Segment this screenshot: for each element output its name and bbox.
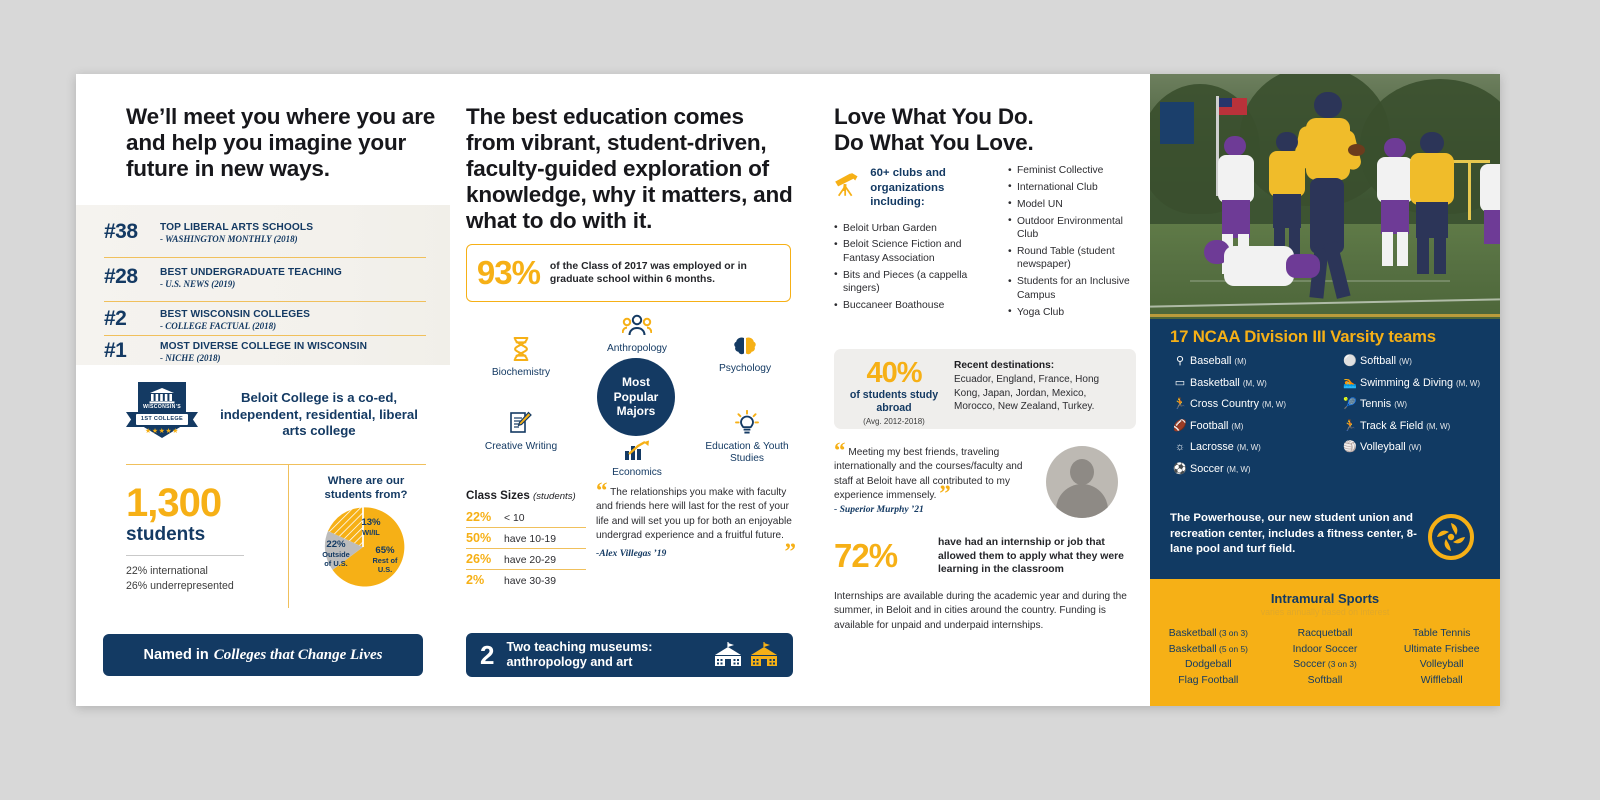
student-quote-life [834, 438, 1024, 515]
club-item: • Beloit Urban Garden [834, 222, 994, 235]
club-item: • Bits and Pieces (a cappella singers) [834, 269, 994, 296]
people-icon [622, 314, 652, 338]
flag-icon [1219, 98, 1247, 115]
student-count-label: students [126, 524, 206, 545]
major-economics [587, 440, 687, 479]
intramural-item: Wiffleball [1420, 674, 1463, 686]
museum-gold-icon [749, 642, 779, 668]
major-label: Anthropology [606, 343, 668, 354]
rank-title: MOST DIVERSE COLLEGE IN WISCONSIN [160, 341, 368, 352]
quote-body: “ Meeting my best friends, traveling internationally and the courses/faculty and staff at Beloit have all contributed to my experience immensely. ” [834, 438, 1023, 507]
students-note-international: 22% international [126, 565, 208, 577]
study-abroad-stat [834, 358, 954, 429]
class-sizes-table [466, 489, 586, 590]
study-abroad-percent: 40% [866, 357, 922, 389]
sport-name: Track & Field [1360, 419, 1424, 432]
clubs-lead-text: 60+ clubs and organizations including: [870, 167, 946, 208]
swimmer-icon: 🏊 [1343, 376, 1357, 389]
origin-pie-chart [306, 474, 426, 574]
sport-name: Cross Country [1190, 398, 1259, 410]
intramural-subtitle: varies annually based on interest [1260, 607, 1390, 617]
col3-headline [834, 104, 1144, 156]
stats-top-divider [126, 464, 426, 465]
clubs-list-left [834, 222, 994, 313]
intramural-item: Table Tennis [1412, 628, 1471, 639]
intramural-item: Ultimate Frisbee [1403, 643, 1480, 655]
badge-top-text: WISCONSIN'S [143, 404, 181, 410]
internship-stat [834, 536, 1144, 577]
class-size-percent: 22% [466, 510, 492, 524]
ranking-row-2 [104, 266, 424, 290]
club-item: • Yoga Club [1008, 306, 1142, 319]
internships-body-text: Internships are available during the academic year and during the summer, in Beloit and in cities around the country. Funding is available for unpaid and underpaid internships. [834, 591, 1127, 631]
intramural-column-1 [1150, 626, 1267, 688]
pie-slice-label-wiil: 13% WI/IL [348, 518, 394, 537]
varsity-sports-left [1170, 355, 1328, 484]
class-size-label: have 20-29 [504, 555, 556, 566]
club-item: • International Club [1008, 181, 1142, 194]
avatar-head [1070, 459, 1094, 485]
class-size-label: < 10 [504, 513, 525, 524]
clubs-list-right [1008, 162, 1142, 323]
internship-description: have had an internship or job that allowed them to apply what they were learning in the classroom [938, 537, 1124, 576]
close-quote-icon: ” [784, 538, 796, 564]
pie-chart-title: Where are our students from? [324, 475, 408, 501]
majors-center-line3: Majors [616, 404, 656, 419]
club-item: • Beloit Science Fiction and Fantasy Association [834, 238, 994, 265]
sport-row [1340, 377, 1490, 390]
colleges-that-change-lives-banner[interactable] [103, 634, 423, 676]
sport-name: Soccer [1190, 462, 1224, 475]
powerhouse-logo-icon [1428, 514, 1474, 560]
sport-name: Tennis [1360, 398, 1392, 410]
bar-chart-arrow-icon [624, 440, 650, 462]
ranking-row-1 [104, 221, 424, 245]
sport-gender: (M, W) [1242, 378, 1267, 388]
rankings-panel [76, 205, 450, 365]
sport-name: Volleyball [1360, 441, 1406, 453]
open-quote-icon: “ [834, 438, 846, 463]
quote-body: “ The relationships you make with faculty and friends here will last for the rest of your life and will set you up for both an enjoyable undergrad experience and a fruitful future. [596, 478, 792, 542]
major-education-youth-studies [693, 410, 801, 466]
sport-row [1170, 377, 1328, 390]
column-student-life [816, 74, 1150, 706]
goalpost [1468, 160, 1471, 220]
sport-name: Lacrosse [1190, 441, 1234, 453]
sport-gender: (W) [1394, 400, 1408, 409]
intramural-item: Basketball (3 on 3) [1168, 628, 1248, 639]
temple-icon [149, 388, 175, 404]
major-label: Psychology [718, 363, 772, 374]
pencil-paper-icon [509, 410, 533, 436]
open-quote-icon: “ [596, 478, 608, 503]
students-note-underrepresented: 26% underrepresented [126, 580, 234, 592]
column-admissions [76, 74, 450, 706]
sport-row [1340, 420, 1490, 433]
employment-stat-box [466, 244, 791, 302]
club-item: • Buccaneer Boathouse [834, 299, 994, 312]
majors-center-line1: Most [622, 375, 650, 390]
major-label: Education & Youth Studies [705, 441, 789, 465]
volleyball-icon: 🏐 [1343, 441, 1357, 453]
brain-icon [733, 336, 757, 358]
club-item: • Round Table (student newspaper) [1008, 245, 1142, 272]
rank-title: TOP LIBERAL ARTS SCHOOLS [160, 222, 314, 233]
soccer-ball-icon: ⚽ [1173, 462, 1187, 475]
study-abroad-note: (Avg. 2012-2018) [863, 417, 925, 426]
club-item: • Model UN [1008, 198, 1142, 211]
rank-source: - NICHE (2018) [160, 353, 221, 363]
badge-stars: ★★★★★ [145, 428, 179, 435]
sport-gender: (W) [1408, 443, 1422, 452]
column-academics [450, 74, 816, 706]
sport-gender: (M, W) [1456, 378, 1480, 388]
badge-bottom-text: 1ST COLLEGE [140, 415, 184, 422]
baseball-bat-icon: ⚲ [1175, 355, 1185, 367]
intramural-sports-panel [1150, 579, 1500, 706]
scoreboard [1160, 102, 1194, 144]
class-size-row [466, 507, 586, 528]
clubs-lead [834, 162, 994, 210]
sport-gender: (M, W) [1262, 400, 1286, 409]
sport-name: Softball [1360, 355, 1397, 367]
telescope-icon [834, 162, 862, 206]
pie-slice-label-outside: 22% Outside of U.S. [322, 539, 350, 568]
intramural-item: Racquetball [1297, 628, 1353, 639]
popular-majors-wheel [455, 314, 811, 479]
rank-number: #2 [104, 307, 127, 330]
intramural-item: Flag Football [1178, 674, 1239, 686]
rank-source: - COLLEGE FACTUAL (2018) [160, 321, 277, 331]
player-right-edge [1480, 144, 1500, 264]
pie-slice-label-rest: 65% Rest of U.S. [372, 545, 398, 574]
sport-gender: (M, W) [1236, 443, 1261, 452]
enrollment-stats [126, 464, 426, 608]
rank-number: #28 [104, 265, 138, 288]
pie-slice-name-wiil: WI/IL [362, 527, 380, 537]
intramural-item: Indoor Soccer [1292, 643, 1358, 655]
basketball-hoop-icon: ▭ [1174, 376, 1186, 389]
sport-row [1170, 398, 1328, 411]
player-tackled [1190, 234, 1320, 292]
rank-divider [104, 335, 426, 336]
student-quote-academics [596, 478, 796, 564]
varsity-sports-right [1340, 355, 1490, 463]
rank-source: - U.S. NEWS (2019) [160, 279, 236, 289]
majors-center-circle [597, 358, 675, 436]
club-item: • Students for an Inclusive Campus [1008, 275, 1142, 302]
destinations-title: Recent destinations: [954, 360, 1055, 371]
ranking-row-3 [104, 308, 424, 332]
rank-divider [104, 301, 426, 302]
dna-icon [511, 336, 531, 362]
sport-row [1170, 463, 1328, 476]
runner-icon: 🏃 [1173, 398, 1187, 410]
class-size-row [466, 528, 586, 549]
close-quote-icon: ” [939, 481, 951, 507]
student-count-block [126, 482, 276, 594]
sport-row [1170, 420, 1328, 433]
softball-icon: ⚪ [1343, 355, 1357, 367]
student-count: 1,300 [126, 481, 222, 525]
sport-row [1340, 355, 1490, 368]
avatar [1046, 446, 1118, 518]
football-icon: 🏈 [1173, 419, 1187, 432]
museums-text: Two teaching museums: anthropology and art [506, 639, 653, 669]
destinations-block [954, 358, 1124, 429]
employment-description: of the Class of 2017 was employed or in graduate school within 6 months. [549, 260, 747, 285]
powerhouse-text: The Powerhouse, our new student union and recreation center, includes a fitness center, 8-lane pool and turf field. [1170, 512, 1417, 555]
intramural-item: Softball [1307, 674, 1343, 686]
intramural-column-2 [1267, 626, 1384, 688]
sport-gender: (W) [1399, 357, 1412, 366]
study-abroad-label: of students study abroad [849, 389, 939, 414]
class-sizes-unit: (students) [533, 491, 576, 502]
teaching-museums-banner [466, 633, 793, 677]
lacrosse-stick-icon: ☼ [1174, 441, 1186, 453]
major-psychology [695, 336, 795, 375]
sideline-gold [1150, 314, 1500, 317]
lightbulb-icon [735, 410, 759, 436]
clubs-section [834, 162, 1144, 323]
ranking-row-4 [104, 340, 424, 364]
sport-gender: (M, W) [1226, 464, 1251, 474]
sport-gender: (M, W) [1426, 421, 1451, 431]
cta-plain-text: Named in [143, 647, 209, 663]
sport-name: Baseball [1190, 355, 1232, 367]
intramural-item: Soccer (3 on 3) [1293, 659, 1357, 670]
sport-name: Swimming & Diving [1360, 376, 1453, 389]
intramural-column-3 [1383, 626, 1500, 688]
sport-gender: (M) [1231, 421, 1244, 431]
museum-white-icon [713, 642, 743, 668]
col3-headline-line1: Love What You Do. [834, 104, 1034, 129]
intramural-item: Dodgeball [1184, 659, 1232, 670]
major-label: Biochemistry [491, 367, 551, 378]
rank-source: - WASHINGTON MONTHLY (2018) [160, 234, 298, 244]
major-label: Economics [612, 467, 662, 478]
badge-caption: Beloit College is a co-ed, independent, residential, liberal arts college [220, 390, 418, 439]
ncaa-title: 17 NCAA Division III Varsity teams [1170, 327, 1436, 346]
player-teammate-50 [1408, 132, 1458, 272]
class-sizes-title: Class Sizes (students) [466, 489, 576, 502]
sport-row [1170, 441, 1328, 454]
majors-center-line2: Popular [613, 389, 659, 404]
class-size-label: have 10-19 [504, 534, 556, 545]
col2-headline: The best education comes from vibrant, student-driven, faculty-guided exploration of knowledge, why it matters, and what to do with it. [466, 104, 793, 233]
sprinter-icon: 🏃 [1343, 419, 1357, 432]
sport-row [1340, 441, 1490, 454]
rank-title: BEST UNDERGRADUATE TEACHING [160, 267, 342, 278]
sport-gender: (M) [1234, 357, 1247, 366]
class-size-row [466, 549, 586, 570]
class-size-percent: 26% [466, 552, 492, 566]
class-size-label: have 30-39 [504, 576, 556, 587]
sport-row [1170, 355, 1328, 368]
sport-name: Football [1190, 419, 1229, 432]
brochure-page [76, 74, 1500, 706]
museums-count: 2 [480, 640, 495, 670]
stat-divider [126, 555, 244, 556]
cta-italic-text: Colleges that Change Lives [213, 646, 383, 663]
quote-attribution: -Alex Villegas ’19 [596, 547, 667, 559]
study-abroad-box [834, 349, 1136, 429]
clubs-left-column [834, 162, 994, 323]
employment-percent: 93% [476, 254, 540, 291]
club-item: • Feminist Collective [1008, 164, 1142, 177]
col3-headline-line2: Do What You Love. [834, 130, 1034, 155]
sport-name: Basketball [1190, 376, 1240, 389]
wisconsins-first-college-badge-icon [126, 382, 198, 448]
football-action-photo [1150, 74, 1500, 319]
rank-title: BEST WISCONSIN COLLEGES [160, 309, 311, 320]
major-anthropology [587, 314, 687, 355]
major-label: Creative Writing [484, 441, 558, 452]
intramural-title: Intramural Sports [1270, 591, 1380, 606]
stats-vertical-divider [288, 464, 289, 608]
rank-number: #38 [104, 220, 138, 243]
class-size-percent: 2% [466, 573, 485, 587]
avatar-body [1056, 484, 1108, 518]
class-size-row [466, 570, 586, 590]
column-athletics [1150, 74, 1500, 706]
intramural-item: Volleyball [1419, 659, 1464, 670]
wisconsin-first-college-block [126, 382, 426, 448]
class-size-percent: 50% [466, 531, 492, 545]
rank-divider [104, 257, 426, 258]
internship-percent: 72% [834, 537, 898, 575]
quote-attribution: - Superior Murphy ’21 [834, 503, 924, 515]
rank-number: #1 [104, 339, 127, 362]
sport-row [1340, 398, 1490, 411]
intramural-item: Basketball (5 on 5) [1168, 643, 1248, 655]
col1-headline: We’ll meet you where you are and help you imagine your future in new ways. [126, 104, 436, 181]
major-creative-writing [473, 410, 569, 453]
club-item: • Outdoor Environmental Club [1008, 215, 1142, 242]
destinations-text: Ecuador, England, France, Hong Kong, Japan, Jordan, Mexico, Morocco, New Zealand, Turkey. [954, 374, 1100, 412]
major-biochemistry [473, 336, 569, 379]
tennis-racket-icon: 🎾 [1343, 398, 1357, 410]
